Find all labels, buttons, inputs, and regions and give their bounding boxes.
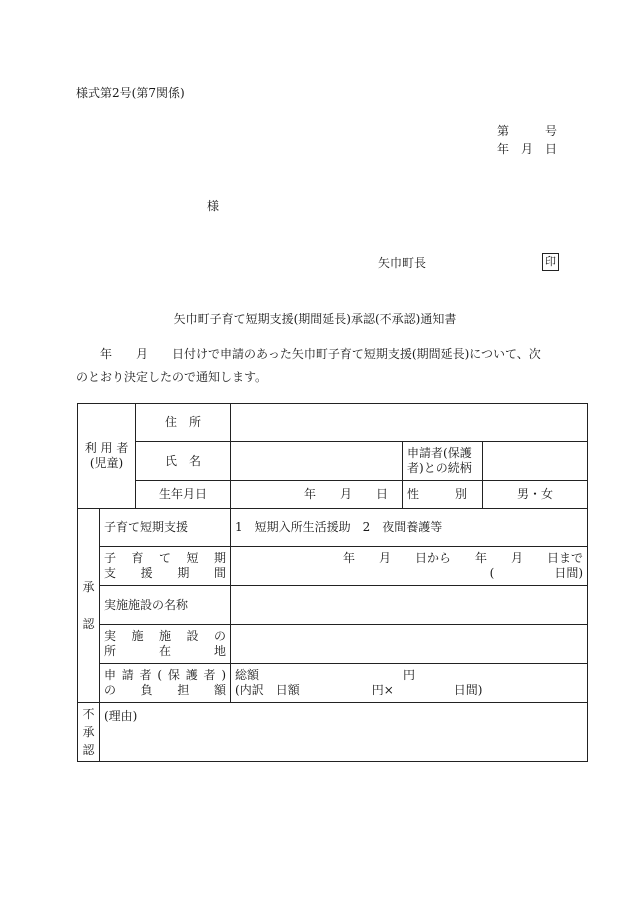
- addressee-honorific: 様: [207, 199, 220, 213]
- document-number: 第 号: [497, 124, 558, 138]
- period-label-line2: 支 援 期 間: [104, 566, 227, 580]
- reject-char3: 認: [82, 743, 95, 757]
- facility-name-label: 実施施設の名称: [100, 586, 231, 625]
- reason-label: (理由): [104, 709, 138, 723]
- relation-line1: 申請者(保護: [407, 446, 472, 460]
- facility-name-field[interactable]: [231, 586, 588, 625]
- support-type-field[interactable]: 1 短期入所生活援助 2 夜間養護等: [231, 509, 588, 547]
- approval-char1: 承: [82, 579, 95, 594]
- body-text-line1: 年 月 日付けで申請のあった矢巾町子育て短期支援(期間延長)について、次: [76, 347, 541, 361]
- relation-label: [403, 442, 483, 481]
- facility-location-field[interactable]: [231, 625, 588, 664]
- burden-label-line1: 申請者(保護者): [104, 668, 227, 682]
- rejection-reason-field[interactable]: [100, 703, 588, 762]
- name-field[interactable]: [231, 442, 403, 481]
- burden-label-line2: の 負 担 額: [104, 683, 227, 697]
- approval-section-label: [78, 509, 100, 703]
- issue-date: 年 月 日: [497, 142, 558, 156]
- user-child-group-label: [78, 404, 136, 509]
- relation-field[interactable]: [483, 442, 588, 481]
- document-title: 矢巾町子育て短期支援(期間延長)承認(不承認)通知書: [173, 312, 457, 326]
- facility-loc-line2: 所 在 地: [104, 644, 227, 658]
- issuer-name: 矢巾町長: [378, 256, 427, 270]
- burden-amount-field[interactable]: [231, 664, 588, 703]
- support-period-label: [100, 547, 231, 586]
- burden-amount-label: [100, 664, 231, 703]
- burden-line1: 総額 円: [235, 668, 416, 682]
- birthdate-label: 生年月日: [136, 481, 231, 509]
- notice-form-table: [77, 403, 588, 762]
- period-line2: ( 日間): [489, 566, 584, 580]
- user-group-line1: 利 用 者: [84, 441, 129, 455]
- form-number: 様式第2号(第7関係): [76, 86, 185, 100]
- birthdate-field[interactable]: 年 月 日: [231, 481, 403, 509]
- body-text-line2: のとおり決定したので通知します。: [76, 370, 268, 384]
- support-period-field[interactable]: [231, 547, 588, 586]
- seal-stamp: 印: [542, 253, 559, 271]
- burden-line2: (内訳 日額 円× 日間): [235, 683, 483, 697]
- facility-location-label: [100, 625, 231, 664]
- period-label-line1: 子 育 て 短 期: [104, 551, 227, 565]
- facility-loc-line1: 実 施 施 設 の: [104, 629, 227, 643]
- reject-char1: 不: [82, 707, 95, 721]
- support-type-label: 子育て短期支援: [100, 509, 231, 547]
- rejection-section-label: [78, 703, 100, 762]
- user-group-line2: (児童): [89, 456, 124, 470]
- reject-char2: 承: [82, 725, 95, 739]
- address-field[interactable]: [231, 404, 588, 442]
- sex-field[interactable]: 男・女: [483, 481, 588, 509]
- approval-char2: 認: [82, 616, 95, 631]
- period-line1: 年 月 日から 年 月 日まで: [343, 551, 584, 565]
- sex-label: 性 別: [403, 481, 483, 509]
- address-label: 住 所: [136, 404, 231, 442]
- name-label: 氏 名: [136, 442, 231, 481]
- relation-line2: 者)との続柄: [407, 461, 472, 475]
